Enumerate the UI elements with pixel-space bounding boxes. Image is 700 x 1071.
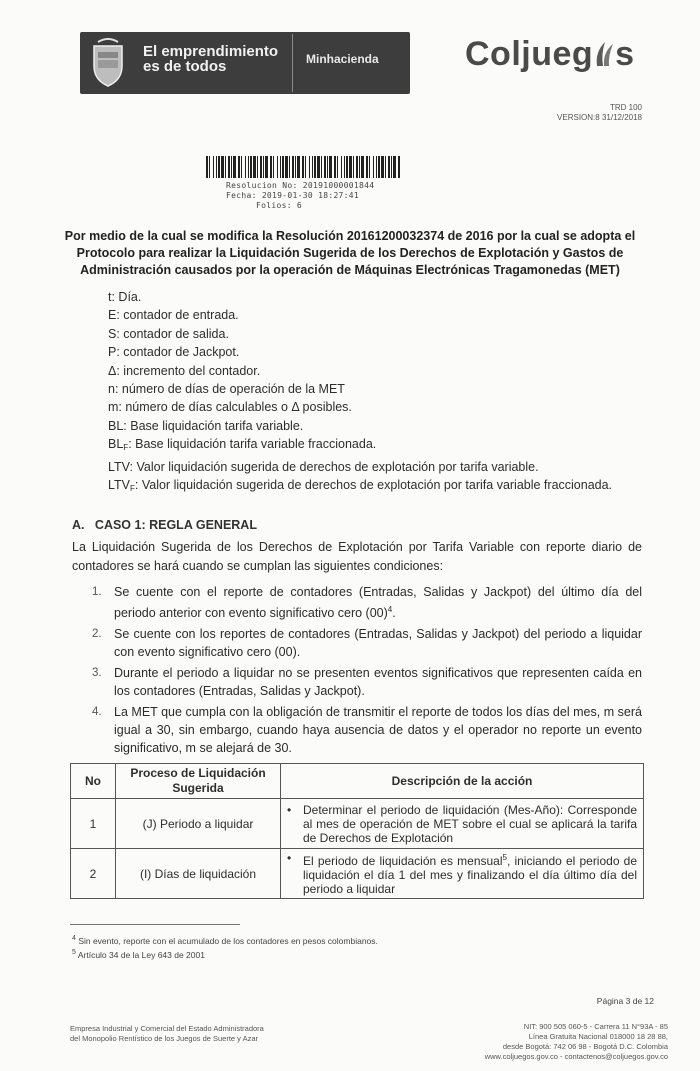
footnote-mark: 5 [72,948,76,956]
footnote-text: Artículo 34 de la Ley 643 de 2001 [77,949,205,960]
banner-divider [292,34,293,92]
condition-number: 4. [92,706,102,719]
footnote-divider [70,924,240,925]
footer-company-line: Empresa Industrial y Comercial del Estado Administradora [70,1024,264,1033]
blf-symbol: BL [108,437,124,452]
condition-item [92,703,642,757]
condition-number: 1. [92,586,102,598]
definition-item: Δ: incremento del contador. [108,363,261,378]
cell-no: 2 [71,849,116,899]
definition-item: t: Día. [108,290,142,304]
definition-item-ltvf [108,476,643,498]
bullet-icon: • [287,851,292,865]
barcode [206,156,402,178]
table-header-row [71,764,644,799]
process-table [70,763,644,899]
cell-no: 1 [71,799,116,849]
condition-item [92,583,642,622]
definition-item: E: contador de entrada. [108,308,239,323]
definition-item: S: contador de salida. [108,326,229,341]
description-tail: , iniciando el periodo de liquidación el día 1 del mes y finalizando el día último día del periodo a liquidar [303,854,637,896]
cell-process: (J) Periodo a liquidar [116,799,281,849]
ltvf-subscript: F [130,484,135,494]
trd-version [557,103,642,123]
version-date: VERSION:8 31/12/2018 [557,113,642,122]
footer-company-line: del Monopolio Rentístico de los Juegos de Suerte y Azar [70,1034,259,1043]
resolution-date: Fecha: 2019-01-30 18:27:41 [226,191,360,200]
footnote-ref: 4 [387,605,393,614]
coljuegos-logo [465,35,635,74]
table-row [71,799,644,849]
footnote-ref: 5 [502,853,507,862]
trd-code: TRD 100 [609,103,642,112]
definition-item: m: número de días calculables o Δ posibles. [108,400,352,415]
condition-number: 3. [92,667,102,680]
footnote-mark: 4 [72,934,76,942]
condition-item [92,625,642,661]
brand-suffix: s [615,35,635,73]
condition-item [92,664,642,700]
definition-item-blf [108,435,643,457]
description-text: Determinar el periodo de liquidación (Mes-Año): Corresponde al mes de operación de MET sobre el cual se aplicará la tarifa de Derechos de Explotación [303,802,637,845]
footer-contact-line: desde Bogotá: 742 06 98 - Bogotá D.C. Colombia [502,1042,668,1051]
condition-number: 2. [92,628,102,641]
column-header-description: Descripción de la acción [281,764,644,799]
footnote-text: Sin evento, reporte con el acumulado de los contadores en pesos colombianos. [78,935,378,946]
brand-leaf-icon [593,40,615,68]
condition-text: Durante el periodo a liquidar no se presenten eventos significativos que representen caída en los contadores (Entradas, Salidas y Jackpot). [114,666,642,699]
bullet-icon: • [287,802,292,817]
cell-process: (I) Días de liquidación [116,849,281,899]
section-heading: A. CASO 1: REGLA GENERAL [72,518,257,532]
conditions-list [92,583,642,760]
blf-subscript: F [123,443,129,453]
resolution-folios: Folios: 6 [256,201,303,210]
definition-item: LTV: Valor liquidación sugerida de derechos de explotación por tarifa variable. [108,459,539,474]
column-header-process: Proceso de Liquidación Sugerida [116,764,281,799]
column-header-no: No [71,764,116,799]
page-number: Página 3 de 12 [596,996,654,1006]
footnote [72,934,378,946]
definitions-list [108,288,643,498]
cell-description [281,799,644,849]
condition-text: Se cuente con los reportes de contadores (Entradas, Salidas y Jackpot) del periodo a liquidar con evento significativo cero (00). [114,627,642,660]
blf-text: : Base liquidación tarifa variable fraccionada. [128,437,377,452]
footer-contact-line: NIT: 900 505 060-5 - Carrera 11 N°93A - 85 [523,1022,668,1031]
ministry-label: Minhacienda [306,52,379,66]
ltvf-text: : Valor liquidación sugerida de derechos de explotación por tarifa variable fraccionada. [134,478,613,493]
condition-tail: . [392,606,396,621]
document-title: Por medio de la cual se modifica la Resolución 20161200032374 de 2016 por la cual se adopta el Protocolo para realizar la Liquidación Sugerida de los Derechos de Explotación y Gastos de Administración causados por la operación de Máquinas Electrónicas Tragamonedas (MET) [64,229,636,277]
coat-of-arms-icon [88,38,128,88]
footer-contact-line: Línea Gratuita Nacional 018000 18 28 88, [528,1032,668,1041]
table-row [71,849,644,899]
definition-item: P: contador de Jackpot. [108,345,240,360]
banner-slogan [143,44,278,74]
banner-slogan-line1: El emprendimiento [143,43,279,60]
ltvf-symbol: LTV [108,478,130,493]
resolution-stamp [226,181,374,211]
banner-slogan-line2: es de todos [143,58,227,75]
footnote [72,948,205,960]
section-intro: La Liquidación Sugerida de los Derechos de Explotación por Tarifa Variable con reporte diario de contadores se hará cuando se cumplan las siguientes condiciones: [72,540,642,573]
condition-text: La MET que cumpla con la obligación de transmitir el reporte de todos los días del mes, m será igual a 30, sin embargo, cuando haya ausencia de datos y el operador no reporte un evento significativo, m se alejará de 30. [114,705,642,756]
description-text: El periodo de liquidación es mensual [303,854,503,868]
footer-contact-line: www.coljuegos.gov.co - contactenos@coljuegos.gov.co [484,1052,668,1061]
definition-item: n: número de días de operación de la MET [108,382,345,397]
condition-text: Se cuente con el reporte de contadores (Entradas, Salidas y Jackpot) del último día del periodo anterior con evento significativo cero (00) [114,585,642,621]
cell-description [281,849,644,899]
footer-company [70,1024,264,1044]
footer-contact [485,1022,668,1062]
resolution-number: Resolucion No: 20191000001844 [226,181,375,190]
brand-prefix: Coljueg [465,35,594,73]
definition-item: BL: Base liquidación tarifa variable. [108,418,304,433]
